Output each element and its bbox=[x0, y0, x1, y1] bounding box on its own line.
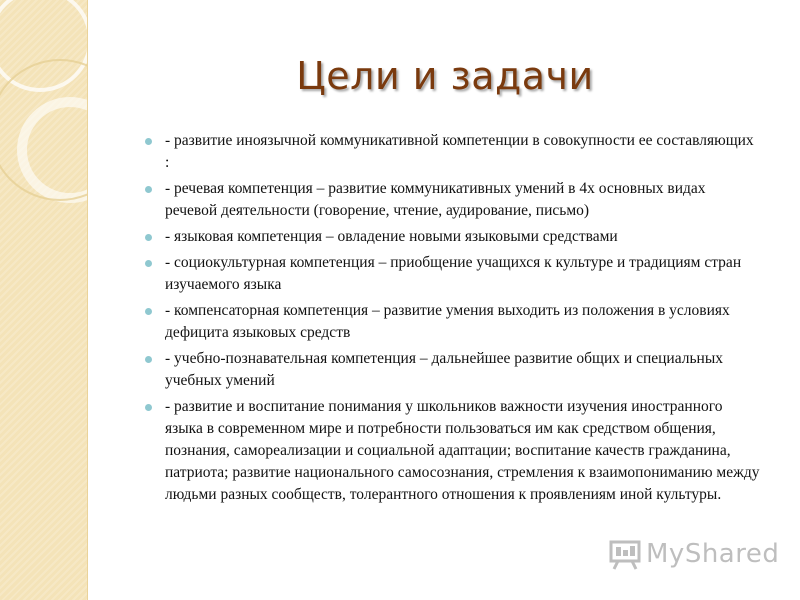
bullet-dot-icon bbox=[145, 356, 152, 363]
bullet-item bbox=[145, 226, 760, 248]
decorative-side-strip bbox=[0, 0, 88, 600]
watermark bbox=[608, 536, 779, 572]
bullet-text: - развитие и воспитание понимания у школьников важности изучения иностранного языка в современном мире и потребности пользоваться им как средством общения, познания, самореализации и социальной адаптации; воспитание качеств гражданина, патриота; развитие национального самосознания, стремления к взаимопониманию между людьми разных сообществ, толерантного отношения к проявлениям иной культуры. bbox=[165, 398, 760, 503]
bullet-dot-icon bbox=[145, 260, 152, 267]
bullet-text: - развитие иноязычной коммуникативной компетенции в совокупности ее составляющих : bbox=[165, 132, 754, 171]
bullet-text: - речевая компетенция – развитие коммуникативных умений в 4х основных видах речевой деятельности (говорение, чтение, аудирование, письмо) bbox=[165, 180, 706, 219]
bullet-item bbox=[145, 252, 760, 296]
presentation-board-icon bbox=[608, 538, 642, 570]
bullet-item bbox=[145, 348, 760, 392]
bullet-dot-icon bbox=[145, 404, 152, 411]
bullet-item bbox=[145, 178, 760, 222]
bullet-dot-icon bbox=[145, 186, 152, 193]
bullet-text: - компенсаторная компетенция – развитие умения выходить из положения в условиях дефицита языковых средств bbox=[165, 302, 730, 341]
bullet-item bbox=[145, 130, 760, 174]
bullet-list bbox=[145, 130, 760, 510]
bullet-text: - учебно-познавательная компетенция – дальнейшее развитие общих и специальных учебных умений bbox=[165, 350, 723, 389]
watermark-text: MyShared bbox=[646, 539, 780, 569]
bullet-item bbox=[145, 300, 760, 344]
bullet-dot-icon bbox=[145, 138, 152, 145]
page-title: Цели и задачи bbox=[296, 54, 594, 98]
bullet-dot-icon bbox=[145, 308, 152, 315]
bullet-dot-icon bbox=[145, 234, 152, 241]
bullet-text: - социокультурная компетенция – приобщение учащихся к культуре и традициям стран изучаемого языка bbox=[165, 254, 742, 293]
bullet-item bbox=[145, 396, 760, 506]
bullet-text: - языковая компетенция – овладение новыми языковыми средствами bbox=[165, 228, 618, 245]
decorative-circles bbox=[0, 0, 88, 600]
